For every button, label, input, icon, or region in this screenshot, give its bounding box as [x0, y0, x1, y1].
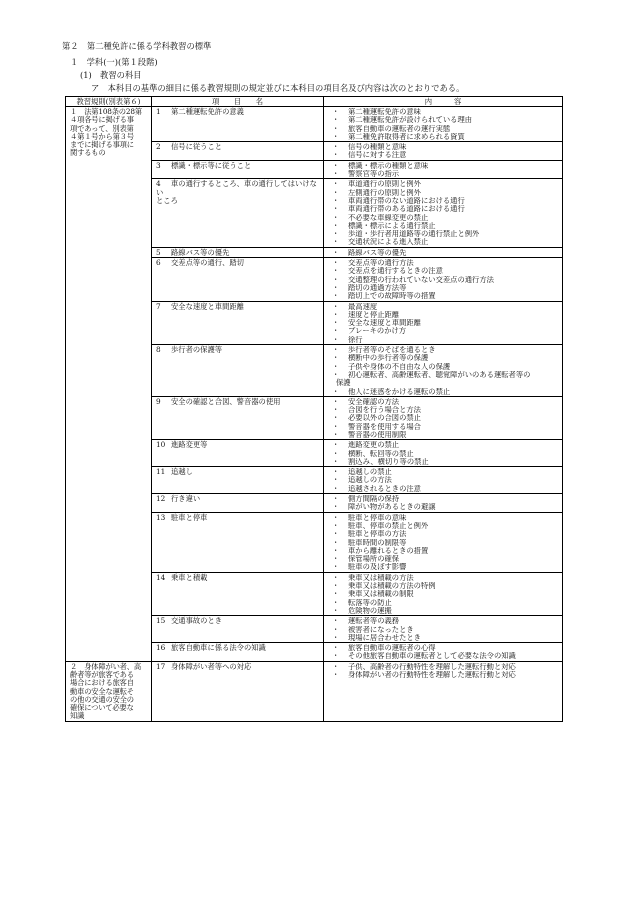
content-item: ・ 側方間隔の保持 [332, 495, 562, 503]
content-cell [324, 258, 563, 301]
content-item: 保護 [336, 378, 351, 388]
item-cell [152, 179, 324, 247]
content-item: ・ 警察官等の指示 [332, 170, 562, 178]
content-item: ・ 車から離れるときの措置 [332, 547, 562, 555]
content-item: ・ 交通状況による進入禁止 [332, 238, 562, 246]
item-name: 行き違い [171, 494, 201, 504]
regulation-category-line: 齢者等が旅客である [70, 670, 134, 679]
item-name: 進路変更等 [171, 440, 208, 450]
content-item: ・ 交差点等の通行方法 [332, 259, 562, 267]
item-number: 17 [156, 661, 166, 671]
content-cell [324, 661, 563, 721]
content-item: ・ 乗車又は積載の制限 [332, 590, 562, 598]
content-item: ・ 安全な速度と車間距離 [332, 319, 562, 327]
regulation-category-line: ２ 身体障がい者、高 [70, 661, 141, 671]
content-cell [324, 142, 563, 161]
content-item: ・ 子供、高齢者の行動特性を理解した運転行動と対応 [332, 663, 562, 671]
content-item: ・ 第二種運転免許の意味 [332, 108, 562, 116]
content-item: ・ 被害者になったとき [332, 626, 562, 634]
content-item: ・ 横断、転回等の禁止 [332, 450, 562, 458]
content-item: ・ 転落等の防止 [332, 599, 562, 607]
item-cell [152, 160, 324, 179]
content-item: ・ 追越されるときの注意 [332, 485, 562, 493]
subsection-title: １ 学科(一)(第１段階) [70, 57, 158, 67]
regulation-category-line: ４第１号から第３号 [70, 131, 134, 141]
item-name: 乗車と積載 [171, 572, 208, 582]
content-item: ・ 歩行者等のそばを通るとき [332, 346, 562, 354]
content-item: ・ 最高速度 [332, 303, 562, 311]
content-item: ・ 身体障がい者の行動特性を理解した運転行動と対応 [332, 671, 562, 679]
content-item: ・ 車道通行の原則と例外 [332, 180, 562, 188]
content-item: ・ 乗車又は積載の方法の特例 [332, 582, 562, 590]
content-item: ・ 信号に対する注意 [332, 151, 562, 159]
content-item: ・ 合図を行う場合と方法 [332, 406, 562, 414]
item-name: 車の通行するところ、車の通行してはいけない ところ [156, 179, 317, 205]
item-number: 11 [156, 467, 166, 477]
item-cell [152, 142, 324, 161]
item-number: 9 [156, 396, 161, 406]
content-item: ・ 割込み、横切り等の禁止 [332, 458, 562, 466]
content-cell [324, 160, 563, 179]
item-cell [152, 396, 324, 439]
item-name: 交差点等の通行、踏切 [171, 258, 244, 268]
item-cell [152, 345, 324, 397]
content-item: ・ 子供や身体の不自由な人の保護 [332, 363, 562, 371]
content-cell [324, 440, 563, 467]
content-item: ・ 追越しの方法 [332, 476, 562, 484]
regulation-category-line: 動車の安全な運転そ [70, 686, 134, 696]
regulation-category-line: までに掲げる事項に [70, 140, 134, 150]
content-item: ・ 追越しの禁止 [332, 468, 562, 476]
content-item: ・ 障がい物があるときの避譲 [332, 503, 562, 511]
content-cell [324, 179, 563, 247]
intro-text: ア 本科目の基準の細目に係る教習規則の規定並びに本科目の項目名及び内容は次のとおりである。 [91, 83, 465, 93]
item-name: 交通事故のとき [171, 616, 223, 626]
item-name: 信号に従うこと [171, 142, 223, 152]
content-cell [324, 396, 563, 439]
content-item: ・ 路線バス等の優先 [332, 249, 562, 257]
item-number: 13 [156, 512, 166, 522]
regulation-category-line: 確保について必要な [70, 703, 134, 713]
item-number: 16 [156, 643, 166, 653]
item-number: 10 [156, 440, 166, 450]
item-cell [152, 440, 324, 467]
item-cell [152, 661, 324, 721]
content-item: ・ 運転者等の義務 [332, 617, 562, 625]
content-item: ・ 第二種運転免許が設けられている理由 [332, 116, 562, 124]
item-name: 駐車と停車 [171, 512, 208, 522]
content-item: ・ 保管場所の確保 [332, 555, 562, 563]
regulation-category-line: ４項各号に掲げる事 [70, 115, 134, 125]
item-number: 1 [156, 107, 161, 116]
content-cell [324, 572, 563, 615]
header-regulation: 教習規則(別表第６) [66, 97, 152, 107]
item-number: 12 [156, 494, 166, 504]
regulation-category-line: 知識 [70, 711, 85, 721]
content-item: ・ 現場に居合わせたとき [332, 634, 562, 642]
content-item: ・ 必要以外の合図の禁止 [332, 414, 562, 422]
item-name: 第二種運転免許の意義 [171, 107, 244, 116]
item-number: 2 [156, 142, 161, 152]
item-name: 追越し [171, 467, 193, 477]
content-item: ・ 駐車の及ぼす影響 [332, 563, 562, 571]
content-item: ・ 横断中の歩行者等の保護 [332, 354, 562, 362]
item-number: 3 [156, 160, 161, 170]
regulation-category-line: 関するもの [70, 148, 106, 158]
item-name: 身体障がい者等への対応 [171, 661, 252, 671]
item-name: 路線バス等の優先 [171, 247, 230, 257]
content-item: ・ 交差点を通行するときの注意 [332, 267, 562, 275]
content-item: ・ 駐車、停車の禁止と例外 [332, 522, 562, 530]
item-cell [152, 247, 324, 257]
regulation-category-line: 場合における旅客自 [70, 678, 134, 688]
item-number: 6 [156, 258, 161, 268]
section-title: 第２ 第二種免許に係る学科教習の標準 [62, 41, 212, 51]
regulation-category [66, 661, 152, 721]
item-name: 歩行者の保護等 [171, 345, 223, 355]
item-cell [152, 494, 324, 513]
content-cell [324, 467, 563, 494]
item-number: 15 [156, 616, 166, 626]
content-item: ・ 車両通行帯のない道路における通行 [332, 197, 562, 205]
item-cell [152, 301, 324, 344]
content-item: ・ 駐車時間の制限等 [332, 539, 562, 547]
content-item: ・ 踏切の通過方法等 [332, 284, 562, 292]
content-item: ・ ブレーキのかけ方 [332, 327, 562, 335]
content-item: ・ 他人に迷惑をかける運転の禁止 [332, 388, 562, 396]
content-item: ・ その他旅客自動車の運転者として必要な法令の知識 [332, 652, 562, 660]
content-item: ・ 乗車又は積載の方法 [332, 574, 562, 582]
content-cell [324, 494, 563, 513]
item-number: 4 [156, 179, 161, 189]
content-item: ・ 危険物の運搬 [332, 607, 562, 615]
content-item: ・ 速度と停止距離 [332, 311, 562, 319]
item-cell [152, 512, 324, 572]
content-item: ・ 進路変更の禁止 [332, 441, 562, 449]
content-item: ・ 警音器の使用制限 [332, 431, 562, 439]
content-item: ・ 踏切上での故障時等の措置 [332, 292, 562, 300]
content-item: ・ 歩道・歩行者用道路等の通行禁止と例外 [332, 230, 562, 238]
content-item: ・ 駐車と停車の意味 [332, 514, 562, 522]
item-cell [152, 616, 324, 643]
item-name: 標識・標示等に従うこと [171, 160, 252, 170]
content-item: ・ 第二種免許取得者に求められる資質 [332, 133, 562, 141]
content-cell [324, 301, 563, 344]
content-item: ・ 車両通行帯のある道路における通行 [332, 205, 562, 213]
content-item: ・ 初心運転者、高齢運転者、聴覚障がいのある運転者等の [332, 371, 562, 379]
item-number: 14 [156, 572, 166, 582]
content-item: ・ 徐行 [332, 336, 562, 344]
content-cell [324, 643, 563, 662]
content-cell [324, 616, 563, 643]
item-cell [152, 107, 324, 142]
header-item-name: 項 目 名 [152, 97, 324, 107]
item-cell [152, 643, 324, 662]
content-item: ・ 旅客自動車の運転者の運行実態 [332, 125, 562, 133]
content-cell [324, 107, 563, 142]
item-name: 旅客自動車に係る法令の知識 [171, 643, 266, 653]
item-number: 8 [156, 345, 161, 355]
table-row [66, 107, 563, 142]
item-number: 5 [156, 247, 161, 257]
header-content: 内 容 [324, 97, 563, 107]
content-item: ・ 標識・標示の種類と意味 [332, 162, 562, 170]
content-item: ・ 駐車と停車の方法 [332, 530, 562, 538]
content-cell [324, 247, 563, 257]
item-name: 安全な速度と車間距離 [171, 301, 244, 311]
content-item: ・ 旅客自動車の運転者の心得 [332, 644, 562, 652]
table-row [66, 661, 563, 721]
content-cell [324, 345, 563, 397]
item-cell [152, 258, 324, 301]
regulation-category-line: 項であって、別表第 [70, 123, 134, 133]
regulation-category [66, 107, 152, 662]
content-item: ・ 不必要な車線変更の禁止 [332, 214, 562, 222]
regulation-category-line: １ 法第108条の28第 [70, 107, 142, 116]
content-cell [324, 512, 563, 572]
content-item: ・ 安全確認の方法 [332, 398, 562, 406]
content-item: ・ 警音器を使用する場合 [332, 423, 562, 431]
table-header-row [66, 97, 563, 107]
content-item: ・ 交通整理の行われていない交差点の通行方法 [332, 276, 562, 284]
content-item: ・ 左側通行の原則と例外 [332, 189, 562, 197]
item-cell [152, 467, 324, 494]
content-item: ・ 信号の種類と意味 [332, 143, 562, 151]
curriculum-table [65, 96, 563, 722]
item-cell [152, 572, 324, 615]
subsubsection-title: (1) 教習の科目 [80, 70, 142, 80]
item-name: 安全の確認と合図、警音器の使用 [171, 396, 281, 406]
item-number: 7 [156, 301, 161, 311]
content-item: ・ 標識・標示による通行禁止 [332, 222, 562, 230]
regulation-category-line: の他の交通の安全の [70, 694, 134, 704]
